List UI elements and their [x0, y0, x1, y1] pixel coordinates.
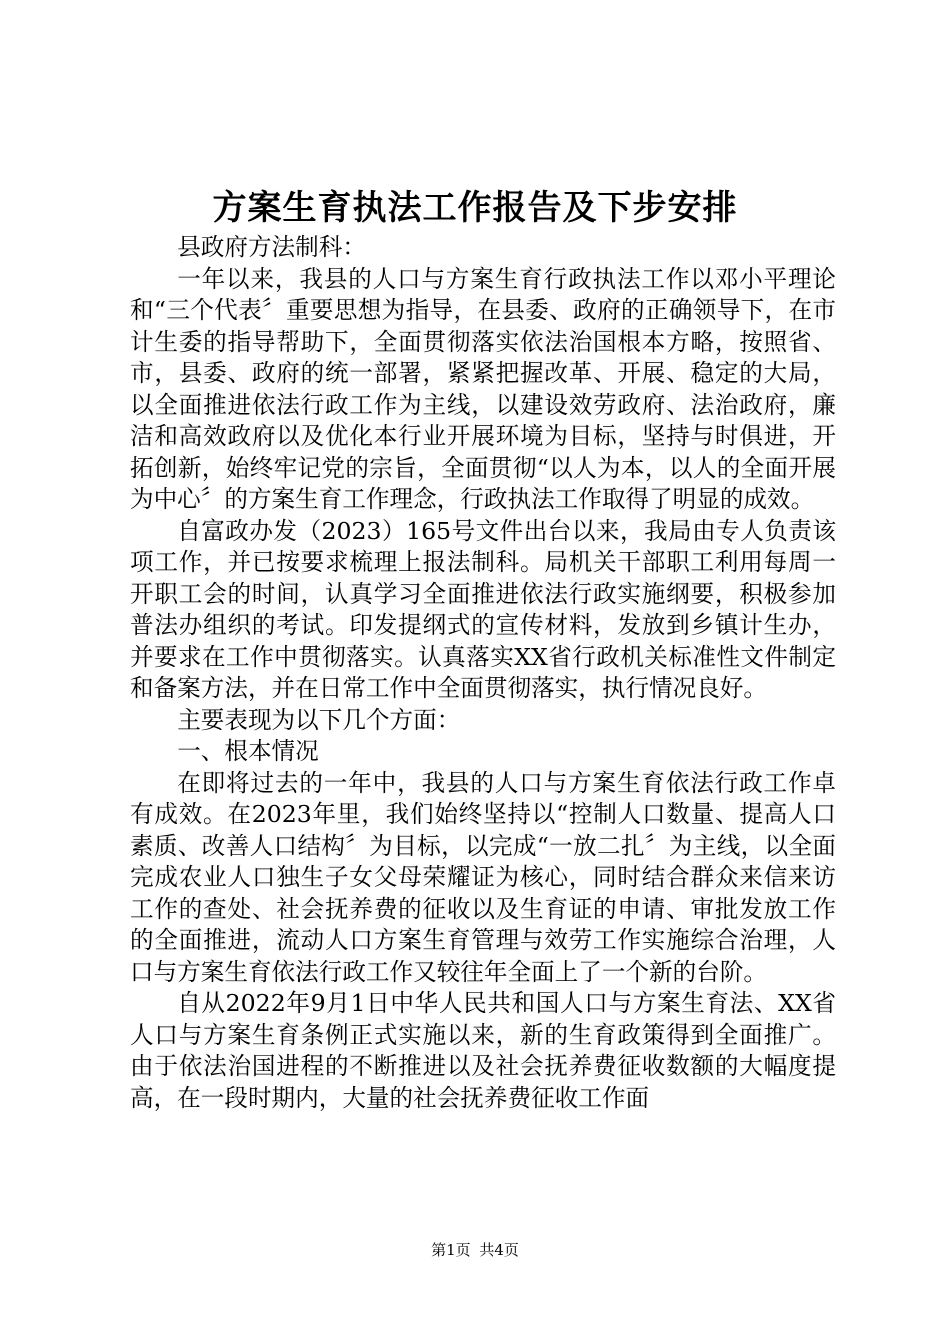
paragraph: 一年以来，我县的人口与方案生育行政执法工作以邓小平理论和“三个代表〞重要思想为指导，在县委、政府的正确领导下，在市计生委的指导帮助下，全面贯彻落实依法治国根本方略，按照省、市，县委、政府的统一部署，紧紧把握改革、开展、稳定的大局，以全面推进依法行政工作为主线，以建设效劳政府、法治政府，廉洁和高效政府以及优化本行业开展环境为目标，坚持与时俱进，开拓创新，始终牢记党的宗旨，全面贯彻“以人为本，以人的全面开展为中心〞的方案生育工作理念，行政执法工作取得了明显的成效。	[130, 264, 836, 513]
paragraph: 自富政办发（2023）165号文件出台以来，我局由专人负责该项工作，并已按要求梳理上报法制科。局机关干部职工利用每周一开职工会的时间，认真学习全面推进依法行政实施纲要，积极参加普法办组织的考试。印发提纲式的宣传材料，发放到乡镇计生办，并要求在工作中贯彻落实。认真落实XX省行政机关标准性文件制定和备案方法，并在日常工作中全面贯彻落实，执行情况良好。	[130, 516, 836, 702]
paragraph-salutation: 县政府方法制科：	[177, 233, 366, 261]
paragraph: 自从2022年9月1日中华人民共和国人口与方案生育法、XX省人口与方案生育条例正式实施以来，新的生育政策得到全面推广。由于依法治国进程的不断推进以及社会抚养费征收数额的大幅度提高，在一段时期内，大量的社会抚养费征收工作面	[130, 989, 836, 1112]
page-number: 第1页	[431, 1241, 471, 1259]
section-heading: 一、根本情况	[177, 737, 319, 765]
document-body	[130, 232, 836, 1114]
paragraph: 主要表现为以下几个方面：	[177, 705, 461, 734]
page-footer	[0, 1240, 950, 1260]
document-title: 方案生育执法工作报告及下步安排	[212, 188, 738, 228]
page-total: 共4页	[479, 1241, 519, 1259]
paragraph: 在即将过去的一年中，我县的人口与方案生育依法行政工作卓有成效。在2023年里，我们始终坚持以“控制人口数量、提高人口素质、改善人口结构〞为目标，以完成“一放二扎〞为主线，以全面完成农业人口独生子女父母荣耀证为核心，同时结合群众来信来访工作的查处、社会抚养费的征收以及生育证的申请、审批发放工作的全面推进，流动人口方案生育管理与效劳工作实施综合治理，人口与方案生育依法行政工作又较往年全面上了一个新的台阶。	[130, 768, 836, 986]
